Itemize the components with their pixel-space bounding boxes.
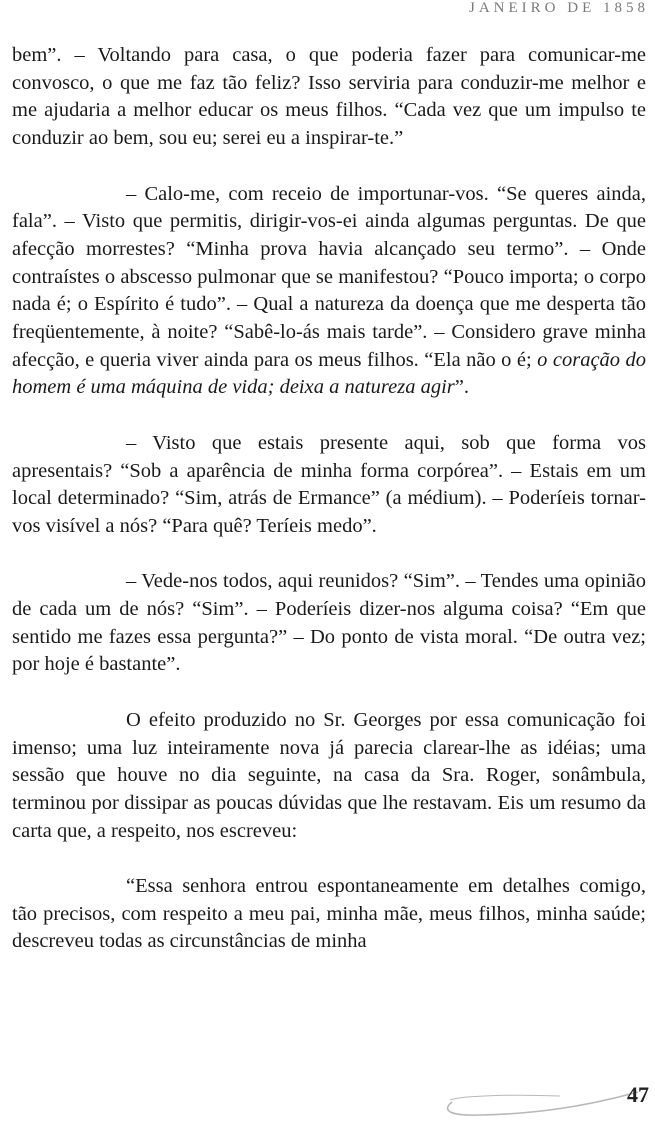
swoosh-line-inner [450,1095,560,1100]
page-number: 47 [627,1082,649,1107]
footer-swoosh-ornament [440,1078,640,1118]
paragraph-dialogue-2: – Visto que estais presente aqui, sob que forma vos apresentais? “Sob a aparência de minha forma corpórea”. – Estais em um local determinado? “Sim, atrás de Ermance” (a médium). – Poderíeis tornar-vos visível a nós? “Para quê? Teríeis medo”. [12,431,646,537]
paragraph-continuation: bem”. – Voltando para casa, o que poderia fazer para comunicar-me convosco, o que me faz tão feliz? Isso serviria para conduzir-me melhor e me ajudaria a melhor educar os meus filhos. “Cada vez que um impulso te conduzir ao bem, sou eu; serei eu a inspirar-te.” [12,44,646,150]
running-header: JANEIRO DE 1858 [469,0,649,16]
paragraph-tail: ”. [454,376,469,399]
paragraph-text: – Calo-me, com receio de importunar-vos. “Se queres ainda, fala”. – Visto que permitis, dirigir-vos-ei ainda algumas perguntas. De que afecção morrestes? “Minha prova havia alcançado seu termo”. – Onde contraístes o abscesso pulmonar que se manifestou? “Pouco importa; o corpo nada é; o Espírito é tudo”. – Qual a natureza da doença que me desperta tão freqüentemente, à noite? “Sabê-lo-ás mais tarde”. – Considero grave minha afecção, e queria viver ainda para os meus filhos. “Ela não o é; [12,182,646,371]
paragraph-dialogue-1 [12,181,646,403]
paragraph-dialogue-3: – Vede-nos todos, aqui reunidos? “Sim”. – Tendes uma opinião de cada um de nós? “Sim”. – Poderíeis dizer-nos alguma coisa? “Em que sentido me fazes essa pergunta?” – Do ponto de vista moral. “De outra vez; por hoje é bastante”. [12,570,646,676]
page-body [12,42,646,956]
italic-phrase: o coração do homem é uma máquina de vida; deixa a natureza agir [12,348,646,399]
paragraph-letter: “Essa senhora entrou espontaneamente em detalhes comigo, tão precisos, com respeito a meu pai, minha mãe, meus filhos, minha saúde; descreveu todas as circunstâncias de minha [12,875,646,953]
paragraph-narrative: O efeito produzido no Sr. Georges por essa comunicação foi imenso; uma luz inteiramente nova já parecia clarear-lhe as idéias; uma sessão que houve no dia seguinte, na casa da Sra. Roger, sonâmbula, terminou por dissipar as poucas dúvidas que lhe restavam. Eis um resumo da carta que, a respeito, nos escreveu: [12,708,646,842]
